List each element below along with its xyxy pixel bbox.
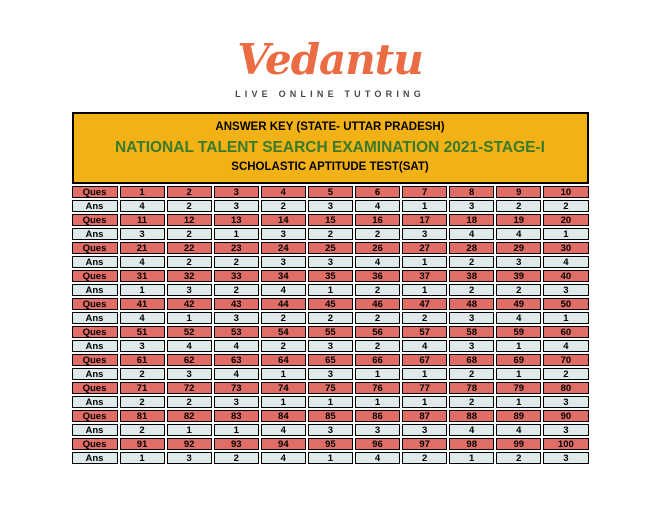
ques-number-cell: 92 <box>167 438 212 450</box>
answer-value-cell: 1 <box>355 396 400 408</box>
answer-value-cell: 4 <box>120 200 165 212</box>
answer-value-cell: 1 <box>214 424 259 436</box>
answer-value-cell: 1 <box>402 200 447 212</box>
ques-number-cell: 61 <box>120 354 165 366</box>
answer-value-cell: 1 <box>167 312 212 324</box>
ques-row <box>72 382 589 394</box>
brand-wordmark: Vedantu <box>237 35 423 84</box>
ques-number-cell: 16 <box>355 214 400 226</box>
ques-number-cell: 1 <box>120 186 165 198</box>
answer-value-cell: 2 <box>355 284 400 296</box>
answer-value-cell: 4 <box>261 424 306 436</box>
ques-number-cell: 30 <box>543 242 588 254</box>
ques-number-cell: 33 <box>214 270 259 282</box>
ques-label-cell: Ques <box>72 354 118 366</box>
answer-value-cell: 3 <box>308 340 353 352</box>
ques-number-cell: 40 <box>543 270 588 282</box>
answer-value-cell: 3 <box>261 228 306 240</box>
answer-value-cell: 3 <box>543 396 588 408</box>
answer-value-cell: 2 <box>261 200 306 212</box>
ques-number-cell: 49 <box>496 298 541 310</box>
ques-number-cell: 87 <box>402 410 447 422</box>
ans-label-cell: Ans <box>72 200 118 212</box>
answer-value-cell: 2 <box>120 368 165 380</box>
ques-number-cell: 65 <box>308 354 353 366</box>
answer-value-cell: 1 <box>402 396 447 408</box>
ques-number-cell: 99 <box>496 438 541 450</box>
ques-number-cell: 86 <box>355 410 400 422</box>
ans-label-cell: Ans <box>72 368 118 380</box>
ques-number-cell: 53 <box>214 326 259 338</box>
ans-label-cell: Ans <box>72 424 118 436</box>
header-test-name: SCHOLASTIC APTITUDE TEST(SAT) <box>231 160 429 173</box>
ques-number-cell: 2 <box>167 186 212 198</box>
ans-row <box>72 396 589 408</box>
answer-value-cell: 2 <box>402 312 447 324</box>
ques-label-cell: Ques <box>72 186 118 198</box>
answer-value-cell: 3 <box>120 228 165 240</box>
ques-label-cell: Ques <box>72 214 118 226</box>
ques-number-cell: 7 <box>402 186 447 198</box>
ques-number-cell: 10 <box>543 186 588 198</box>
answer-value-cell: 4 <box>261 452 306 464</box>
ques-row <box>72 186 589 198</box>
ques-number-cell: 38 <box>449 270 494 282</box>
ques-row <box>72 242 589 254</box>
ques-number-cell: 3 <box>214 186 259 198</box>
ques-number-cell: 12 <box>167 214 212 226</box>
answer-value-cell: 1 <box>543 228 588 240</box>
ques-row <box>72 270 589 282</box>
answer-value-cell: 3 <box>543 424 588 436</box>
answer-value-cell: 2 <box>214 452 259 464</box>
answer-value-cell: 2 <box>308 312 353 324</box>
ques-number-cell: 95 <box>308 438 353 450</box>
ques-number-cell: 97 <box>402 438 447 450</box>
ques-number-cell: 69 <box>496 354 541 366</box>
ques-number-cell: 37 <box>402 270 447 282</box>
answer-value-cell: 1 <box>308 284 353 296</box>
header-answer-key-line: ANSWER KEY (STATE- UTTAR PRADESH) <box>215 121 445 134</box>
answer-value-cell: 3 <box>449 200 494 212</box>
answer-value-cell: 3 <box>543 284 588 296</box>
ques-number-cell: 15 <box>308 214 353 226</box>
answer-value-cell: 4 <box>449 424 494 436</box>
answer-value-cell: 4 <box>120 256 165 268</box>
answer-value-cell: 2 <box>261 312 306 324</box>
ans-row <box>72 340 589 352</box>
answer-value-cell: 2 <box>355 228 400 240</box>
answer-value-cell: 3 <box>496 256 541 268</box>
ans-row <box>72 200 589 212</box>
ans-label-cell: Ans <box>72 312 118 324</box>
ques-number-cell: 80 <box>543 382 588 394</box>
ques-number-cell: 28 <box>449 242 494 254</box>
answer-value-cell: 4 <box>402 340 447 352</box>
ques-number-cell: 71 <box>120 382 165 394</box>
ques-number-cell: 48 <box>449 298 494 310</box>
answer-value-cell: 2 <box>214 256 259 268</box>
answer-value-cell: 2 <box>449 284 494 296</box>
ques-number-cell: 36 <box>355 270 400 282</box>
ques-number-cell: 63 <box>214 354 259 366</box>
answer-value-cell: 1 <box>496 368 541 380</box>
answer-value-cell: 4 <box>214 368 259 380</box>
ques-number-cell: 44 <box>261 298 306 310</box>
answer-value-cell: 1 <box>120 284 165 296</box>
answer-value-cell: 1 <box>496 340 541 352</box>
ques-row <box>72 410 589 422</box>
ques-number-cell: 57 <box>402 326 447 338</box>
answer-value-cell: 3 <box>308 424 353 436</box>
ques-number-cell: 82 <box>167 410 212 422</box>
ques-number-cell: 84 <box>261 410 306 422</box>
ques-row <box>72 354 589 366</box>
header-exam-title: NATIONAL TALENT SEARCH EXAMINATION 2021-STAGE-I <box>114 138 545 156</box>
answer-value-cell: 2 <box>496 200 541 212</box>
ans-row <box>72 452 589 464</box>
answer-value-cell: 2 <box>496 452 541 464</box>
answer-value-cell: 4 <box>543 340 588 352</box>
ques-number-cell: 81 <box>120 410 165 422</box>
answer-value-cell: 4 <box>496 228 541 240</box>
ques-number-cell: 14 <box>261 214 306 226</box>
answer-value-cell: 2 <box>543 368 588 380</box>
ques-number-cell: 23 <box>214 242 259 254</box>
ques-number-cell: 55 <box>308 326 353 338</box>
ques-number-cell: 20 <box>543 214 588 226</box>
answer-value-cell: 3 <box>120 340 165 352</box>
answer-value-cell: 1 <box>402 368 447 380</box>
ques-number-cell: 17 <box>402 214 447 226</box>
ques-number-cell: 43 <box>214 298 259 310</box>
ques-number-cell: 64 <box>261 354 306 366</box>
ques-label-cell: Ques <box>72 326 118 338</box>
answer-value-cell: 1 <box>543 312 588 324</box>
ques-number-cell: 94 <box>261 438 306 450</box>
ques-number-cell: 98 <box>449 438 494 450</box>
ques-number-cell: 46 <box>355 298 400 310</box>
ques-number-cell: 68 <box>449 354 494 366</box>
ques-number-cell: 77 <box>402 382 447 394</box>
ques-number-cell: 100 <box>543 438 588 450</box>
answer-value-cell: 3 <box>449 312 494 324</box>
ques-number-cell: 73 <box>214 382 259 394</box>
ques-number-cell: 58 <box>449 326 494 338</box>
ques-number-cell: 25 <box>308 242 353 254</box>
ques-number-cell: 76 <box>355 382 400 394</box>
ques-number-cell: 6 <box>355 186 400 198</box>
answer-value-cell: 1 <box>402 284 447 296</box>
answer-value-cell: 1 <box>308 396 353 408</box>
ques-number-cell: 18 <box>449 214 494 226</box>
answer-value-cell: 3 <box>308 200 353 212</box>
answer-value-cell: 2 <box>449 368 494 380</box>
ans-row <box>72 284 589 296</box>
ans-label-cell: Ans <box>72 340 118 352</box>
ques-number-cell: 27 <box>402 242 447 254</box>
answer-value-cell: 2 <box>449 396 494 408</box>
ques-label-cell: Ques <box>72 270 118 282</box>
ques-number-cell: 42 <box>167 298 212 310</box>
ques-row <box>72 326 589 338</box>
ques-number-cell: 22 <box>167 242 212 254</box>
answer-value-cell: 1 <box>261 368 306 380</box>
vedantu-logo <box>0 0 660 99</box>
ques-label-cell: Ques <box>72 298 118 310</box>
ques-number-cell: 56 <box>355 326 400 338</box>
ques-number-cell: 72 <box>167 382 212 394</box>
answer-value-cell: 4 <box>496 424 541 436</box>
ques-number-cell: 5 <box>308 186 353 198</box>
answer-value-cell: 3 <box>167 284 212 296</box>
ques-row <box>72 438 589 450</box>
ques-number-cell: 62 <box>167 354 212 366</box>
answer-value-cell: 1 <box>308 452 353 464</box>
answer-value-cell: 1 <box>120 452 165 464</box>
ques-number-cell: 32 <box>167 270 212 282</box>
ques-number-cell: 93 <box>214 438 259 450</box>
answer-value-cell: 3 <box>355 424 400 436</box>
answer-value-cell: 2 <box>167 228 212 240</box>
ques-number-cell: 19 <box>496 214 541 226</box>
ans-label-cell: Ans <box>72 452 118 464</box>
answer-value-cell: 3 <box>402 228 447 240</box>
answer-value-cell: 4 <box>167 340 212 352</box>
answer-value-cell: 3 <box>308 256 353 268</box>
answer-value-cell: 2 <box>402 452 447 464</box>
ques-number-cell: 31 <box>120 270 165 282</box>
answer-value-cell: 2 <box>120 424 165 436</box>
answer-key-document <box>72 112 589 466</box>
answer-value-cell: 4 <box>355 256 400 268</box>
answer-value-cell: 3 <box>214 200 259 212</box>
answer-value-cell: 3 <box>261 256 306 268</box>
answer-value-cell: 3 <box>308 368 353 380</box>
ques-number-cell: 78 <box>449 382 494 394</box>
ques-number-cell: 54 <box>261 326 306 338</box>
answer-key-table <box>70 184 591 466</box>
ques-label-cell: Ques <box>72 242 118 254</box>
answer-value-cell: 1 <box>355 368 400 380</box>
answer-value-cell: 2 <box>496 284 541 296</box>
ques-number-cell: 13 <box>214 214 259 226</box>
ques-number-cell: 24 <box>261 242 306 254</box>
answer-value-cell: 1 <box>167 424 212 436</box>
ques-number-cell: 52 <box>167 326 212 338</box>
ques-number-cell: 96 <box>355 438 400 450</box>
answer-value-cell: 2 <box>214 284 259 296</box>
answer-value-cell: 3 <box>543 452 588 464</box>
answer-value-cell: 3 <box>214 396 259 408</box>
ques-number-cell: 59 <box>496 326 541 338</box>
ans-row <box>72 312 589 324</box>
ques-row <box>72 298 589 310</box>
ans-row <box>72 424 589 436</box>
ans-label-cell: Ans <box>72 284 118 296</box>
ques-number-cell: 79 <box>496 382 541 394</box>
ques-number-cell: 75 <box>308 382 353 394</box>
ques-number-cell: 41 <box>120 298 165 310</box>
answer-value-cell: 1 <box>214 228 259 240</box>
answer-value-cell: 3 <box>402 424 447 436</box>
answer-value-cell: 4 <box>543 256 588 268</box>
ques-number-cell: 39 <box>496 270 541 282</box>
ques-number-cell: 67 <box>402 354 447 366</box>
answer-value-cell: 4 <box>449 228 494 240</box>
answer-value-cell: 1 <box>449 452 494 464</box>
answer-value-cell: 2 <box>355 312 400 324</box>
ques-number-cell: 47 <box>402 298 447 310</box>
ques-number-cell: 60 <box>543 326 588 338</box>
answer-key-header <box>72 112 589 184</box>
answer-value-cell: 2 <box>261 340 306 352</box>
answer-value-cell: 4 <box>355 452 400 464</box>
ques-number-cell: 50 <box>543 298 588 310</box>
ques-number-cell: 26 <box>355 242 400 254</box>
answer-value-cell: 4 <box>120 312 165 324</box>
ques-number-cell: 89 <box>496 410 541 422</box>
ans-label-cell: Ans <box>72 256 118 268</box>
answer-value-cell: 1 <box>261 396 306 408</box>
ques-label-cell: Ques <box>72 438 118 450</box>
ques-number-cell: 4 <box>261 186 306 198</box>
ques-number-cell: 11 <box>120 214 165 226</box>
ques-number-cell: 29 <box>496 242 541 254</box>
ques-number-cell: 83 <box>214 410 259 422</box>
ques-number-cell: 85 <box>308 410 353 422</box>
ques-number-cell: 70 <box>543 354 588 366</box>
answer-value-cell: 4 <box>261 284 306 296</box>
answer-value-cell: 2 <box>167 200 212 212</box>
ques-number-cell: 21 <box>120 242 165 254</box>
answer-value-cell: 2 <box>167 256 212 268</box>
answer-value-cell: 4 <box>355 200 400 212</box>
answer-value-cell: 2 <box>543 200 588 212</box>
ques-row <box>72 214 589 226</box>
ques-number-cell: 74 <box>261 382 306 394</box>
answer-key-table-body <box>72 186 589 464</box>
answer-value-cell: 4 <box>214 340 259 352</box>
answer-value-cell: 2 <box>308 228 353 240</box>
answer-value-cell: 3 <box>449 340 494 352</box>
ques-number-cell: 91 <box>120 438 165 450</box>
answer-value-cell: 4 <box>496 312 541 324</box>
ans-row <box>72 256 589 268</box>
ques-label-cell: Ques <box>72 410 118 422</box>
answer-value-cell: 2 <box>449 256 494 268</box>
answer-value-cell: 1 <box>402 256 447 268</box>
ques-number-cell: 8 <box>449 186 494 198</box>
answer-value-cell: 3 <box>167 452 212 464</box>
answer-value-cell: 3 <box>167 368 212 380</box>
ques-number-cell: 34 <box>261 270 306 282</box>
ans-row <box>72 368 589 380</box>
ques-number-cell: 88 <box>449 410 494 422</box>
answer-value-cell: 1 <box>496 396 541 408</box>
ques-number-cell: 35 <box>308 270 353 282</box>
ans-row <box>72 228 589 240</box>
ans-label-cell: Ans <box>72 228 118 240</box>
ques-number-cell: 45 <box>308 298 353 310</box>
ques-number-cell: 51 <box>120 326 165 338</box>
answer-value-cell: 3 <box>214 312 259 324</box>
ques-label-cell: Ques <box>72 382 118 394</box>
answer-value-cell: 2 <box>120 396 165 408</box>
answer-value-cell: 2 <box>167 396 212 408</box>
logo-tagline: LIVE ONLINE TUTORING <box>235 89 425 100</box>
answer-value-cell: 2 <box>355 340 400 352</box>
ques-number-cell: 90 <box>543 410 588 422</box>
ques-number-cell: 9 <box>496 186 541 198</box>
ques-number-cell: 66 <box>355 354 400 366</box>
ans-label-cell: Ans <box>72 396 118 408</box>
